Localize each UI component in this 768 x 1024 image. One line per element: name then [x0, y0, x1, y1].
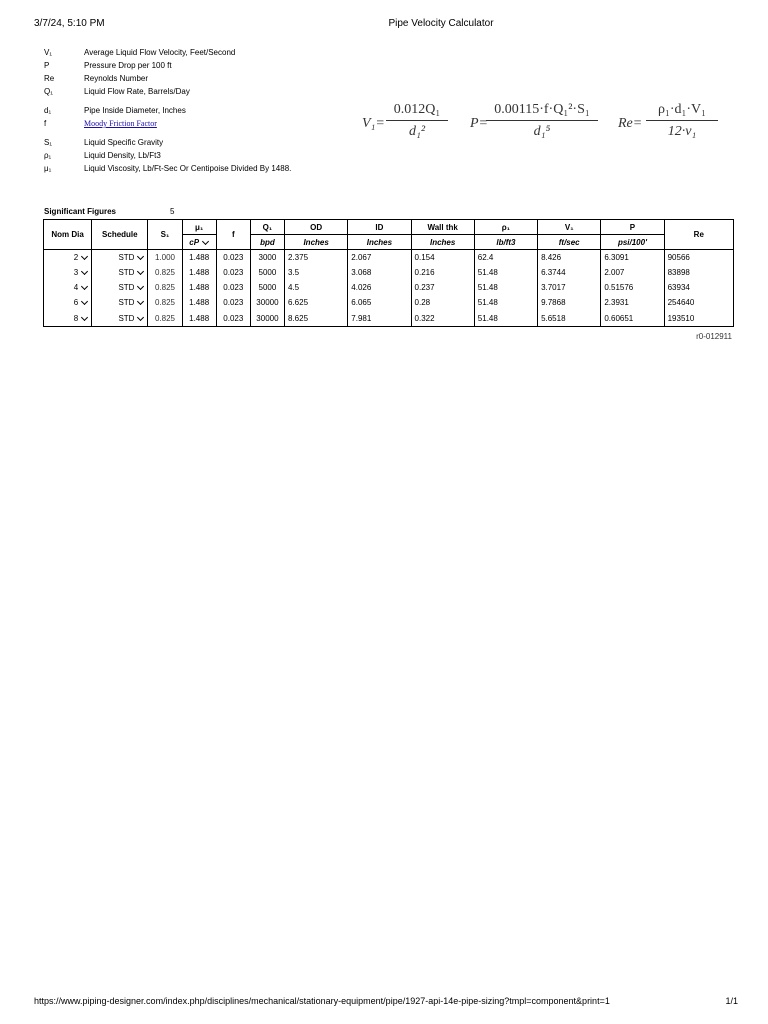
formula-denominator: 12·ν₁	[667, 124, 697, 139]
nom-dia-select[interactable]	[44, 265, 92, 280]
legend-symbol: Re	[44, 74, 55, 83]
formula-lhs: P=	[470, 116, 488, 131]
f-value: 0.023	[216, 310, 250, 327]
f-value: 0.023	[216, 250, 250, 266]
v1-value: 5.6518	[538, 310, 601, 327]
page-url: https://www.piping-designer.com/index.php/disciplines/mechanical/stationary-equipment/pipe/1927-api-14e-pipe-sizing?tmpl=component&print=1	[34, 996, 610, 1006]
unit-id: Inches	[348, 235, 411, 250]
v1-value: 8.426	[538, 250, 601, 266]
unit-wall-thk: Inches	[411, 235, 474, 250]
legend-item	[44, 119, 364, 132]
col-re: Re	[664, 220, 733, 250]
col-q1: Q₁	[250, 220, 284, 235]
formula-lhs: V₁=	[362, 116, 385, 131]
chevron-down-icon	[137, 283, 144, 290]
schedule-value: STD	[118, 253, 135, 262]
col-id: ID	[348, 220, 411, 235]
nom-dia-value: 4	[73, 283, 79, 292]
schedule-value: STD	[118, 298, 135, 307]
col-od: OD	[285, 220, 348, 235]
formula-numerator: ρ₁·d₁·V₁	[646, 102, 718, 121]
unit-p: psi/100'	[601, 235, 664, 250]
col-f: f	[216, 220, 250, 250]
legend-item	[44, 48, 364, 61]
p-value: 0.60651	[601, 310, 664, 327]
legend-item	[44, 164, 364, 177]
legend-description: Pressure Drop per 100 ft	[84, 61, 172, 70]
s1-input[interactable]: 0.825	[148, 280, 182, 295]
page-title: Pipe Velocity Calculator	[388, 18, 494, 29]
nom-dia-select[interactable]	[44, 310, 92, 327]
schedule-select[interactable]	[92, 265, 148, 280]
chevron-down-icon	[81, 268, 88, 275]
print-header	[34, 18, 738, 32]
wall-value: 0.216	[411, 265, 474, 280]
schedule-select[interactable]	[92, 250, 148, 266]
id-value: 3.068	[348, 265, 411, 280]
chevron-down-icon	[137, 253, 144, 260]
legend-item	[44, 87, 364, 100]
legend-item	[44, 61, 364, 74]
od-value: 6.625	[285, 295, 348, 310]
schedule-value: STD	[118, 283, 135, 292]
id-value: 4.026	[348, 280, 411, 295]
wall-value: 0.28	[411, 295, 474, 310]
legend-symbol: ρ₁	[44, 151, 52, 160]
legend-symbol: S₁	[44, 138, 53, 147]
unit-v1: ft/sec	[538, 235, 601, 250]
significant-figures	[44, 207, 175, 216]
viscosity-unit-value: cP	[189, 237, 200, 247]
id-value: 7.981	[348, 310, 411, 327]
legend-symbol: d₁	[44, 106, 52, 115]
wall-value: 0.237	[411, 280, 474, 295]
nom-dia-select[interactable]	[44, 250, 92, 266]
schedule-select[interactable]	[92, 310, 148, 327]
table-row	[44, 280, 734, 295]
col-mu1: μ₁	[182, 220, 216, 235]
chevron-down-icon	[137, 268, 144, 275]
chevron-down-icon	[137, 298, 144, 305]
table-header-row	[44, 220, 734, 235]
table-row	[44, 295, 734, 310]
q1-input[interactable]: 3000	[250, 250, 284, 266]
rho1-value: 51.48	[474, 295, 537, 310]
legend-item	[44, 74, 364, 87]
symbol-legend	[44, 48, 364, 177]
legend-description: Average Liquid Flow Velocity, Feet/Second	[84, 48, 236, 57]
p-value: 2.007	[601, 265, 664, 280]
re-value: 63934	[664, 280, 733, 295]
v1-value: 9.7868	[538, 295, 601, 310]
v1-value: 3.7017	[538, 280, 601, 295]
schedule-value: STD	[118, 313, 135, 323]
s1-input[interactable]: 1.000	[148, 250, 182, 266]
significant-figures-input[interactable]: 5	[170, 207, 175, 216]
table-row	[44, 265, 734, 280]
nom-dia-value: 3	[73, 268, 79, 277]
table-row	[44, 310, 734, 327]
rho1-value: 51.48	[474, 280, 537, 295]
q1-input[interactable]: 5000	[250, 280, 284, 295]
formula-fraction	[646, 102, 718, 140]
unit-q1: bpd	[250, 235, 284, 250]
legend-description: Liquid Density, Lb/Ft3	[84, 151, 161, 160]
legend-description: Liquid Flow Rate, Barrels/Day	[84, 87, 190, 96]
viscosity-unit-select[interactable]	[182, 235, 216, 250]
col-v1: V₁	[538, 220, 601, 235]
legend-symbol: Q₁	[44, 87, 53, 96]
nom-dia-value: 6	[73, 298, 79, 307]
q1-input[interactable]: 30000	[250, 310, 284, 327]
reference-code: r0-012911	[696, 332, 732, 341]
unit-od: Inches	[285, 235, 348, 250]
col-p: P	[601, 220, 664, 235]
mu1-input[interactable]: 1.488	[182, 280, 216, 295]
s1-input[interactable]: 0.825	[148, 265, 182, 280]
nom-dia-value: 2	[73, 253, 79, 262]
legend-description: Reynolds Number	[84, 74, 149, 83]
s1-input[interactable]: 0.825	[148, 310, 182, 327]
schedule-select[interactable]	[92, 280, 148, 295]
unit-rho1: lb/ft3	[474, 235, 537, 250]
moody-friction-factor-link[interactable]: Moody Friction Factor	[84, 119, 157, 128]
rho1-value: 51.48	[474, 310, 537, 327]
formula-fraction	[486, 102, 598, 140]
formula-denominator: d₁²	[408, 124, 426, 139]
mu1-input[interactable]: 1.488	[182, 295, 216, 310]
page-number: 1/1	[725, 996, 738, 1006]
rho1-value: 51.48	[474, 265, 537, 280]
wall-value: 0.322	[411, 310, 474, 327]
table-row	[44, 250, 734, 266]
f-value: 0.023	[216, 295, 250, 310]
f-value: 0.023	[216, 280, 250, 295]
od-value: 8.625	[285, 310, 348, 327]
legend-symbol: f	[44, 119, 47, 128]
col-schedule: Schedule	[92, 220, 148, 250]
chevron-down-icon	[81, 253, 88, 260]
col-wall-thk: Wall thk	[411, 220, 474, 235]
formula-images	[362, 96, 722, 156]
rho1-value: 62.4	[474, 250, 537, 266]
chevron-down-icon	[202, 237, 209, 244]
pipe-velocity-table	[43, 219, 734, 327]
re-value: 254640	[664, 295, 733, 310]
chevron-down-icon	[81, 313, 88, 320]
legend-description: Liquid Viscosity, Lb/Ft-Sec Or Centipoise Divided By 1488.	[84, 164, 292, 173]
q1-input[interactable]: 5000	[250, 265, 284, 280]
legend-item	[44, 151, 364, 164]
reynolds-formula	[618, 96, 722, 156]
significant-figures-label: Significant Figures	[44, 207, 117, 216]
legend-item	[44, 138, 364, 151]
legend-symbol: V₁	[44, 48, 53, 57]
legend-item	[44, 106, 364, 119]
mu1-input[interactable]: 1.488	[182, 310, 216, 327]
re-value: 83898	[664, 265, 733, 280]
chevron-down-icon	[81, 283, 88, 290]
mu1-input[interactable]: 1.488	[182, 265, 216, 280]
id-value: 2.067	[348, 250, 411, 266]
formula-denominator: d₁⁵	[533, 124, 551, 139]
formula-numerator: 0.00115·f·Q₁²·S₁	[486, 102, 598, 121]
pressure-drop-formula	[470, 96, 600, 156]
p-value: 6.3091	[601, 250, 664, 266]
legend-symbol: μ₁	[44, 164, 52, 173]
formula-lhs: Re=	[618, 116, 643, 131]
legend-description: Pipe Inside Diameter, Inches	[84, 106, 186, 115]
nom-dia-value: 8	[73, 313, 79, 323]
legend-description: Liquid Specific Gravity	[84, 138, 164, 147]
od-value: 3.5	[285, 265, 348, 280]
q1-input[interactable]: 30000	[250, 295, 284, 310]
chevron-down-icon	[137, 313, 144, 320]
chevron-down-icon	[81, 298, 88, 305]
schedule-select[interactable]	[92, 295, 148, 310]
p-value: 2.3931	[601, 295, 664, 310]
legend-symbol: P	[44, 61, 50, 70]
od-value: 4.5	[285, 280, 348, 295]
col-rho1: ρ₁	[474, 220, 537, 235]
od-value: 2.375	[285, 250, 348, 266]
nom-dia-select[interactable]	[44, 295, 92, 310]
formula-fraction	[386, 102, 448, 140]
velocity-formula	[362, 96, 452, 156]
schedule-value: STD	[118, 268, 135, 277]
wall-value: 0.154	[411, 250, 474, 266]
v1-value: 6.3744	[538, 265, 601, 280]
formula-numerator: 0.012Q₁	[386, 102, 448, 121]
col-s1: S₁	[148, 220, 182, 250]
re-value: 90566	[664, 250, 733, 266]
re-value: 193510	[664, 310, 733, 327]
nom-dia-select[interactable]	[44, 280, 92, 295]
p-value: 0.51576	[601, 280, 664, 295]
col-nom-dia: Nom Dia	[44, 220, 92, 250]
s1-input[interactable]: 0.825	[148, 295, 182, 310]
id-value: 6.065	[348, 295, 411, 310]
mu1-input[interactable]: 1.488	[182, 250, 216, 266]
f-value: 0.023	[216, 265, 250, 280]
print-datetime: 3/7/24, 5:10 PM	[34, 18, 105, 29]
